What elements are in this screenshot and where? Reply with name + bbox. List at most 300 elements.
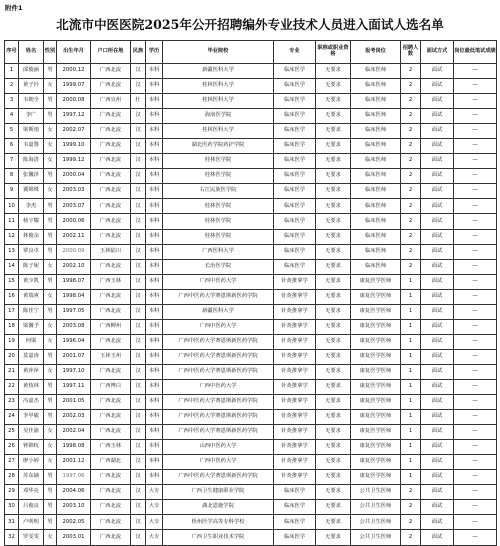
table-cell: 本科 [146, 289, 163, 304]
table-cell: 临床医师 [351, 64, 401, 79]
table-cell: 桂林医学院 [163, 229, 274, 244]
table-cell: 卢明明 [19, 515, 44, 530]
table-cell: 汉 [131, 379, 146, 394]
table-cell: 2001.07 [57, 349, 91, 364]
table-row [5, 455, 497, 470]
table-cell: 2000.09 [57, 244, 91, 259]
table-cell: 新疆医科大学 [163, 64, 274, 79]
table-cell: 康复医学医师 [351, 274, 401, 289]
table-cell: 黄子钤 [19, 79, 44, 94]
table-cell: 临床医师 [351, 244, 401, 259]
table-cell: 针灸推拿学 [274, 410, 316, 425]
table-cell: 汉 [131, 410, 146, 425]
table-cell: 2 [5, 79, 19, 94]
table-cell: 梧州医学高等专科学校 [163, 515, 274, 530]
table-cell: — [454, 109, 497, 124]
table-cell: 邱俊涵 [19, 64, 44, 79]
table-cell: 李杰 [19, 199, 44, 214]
table-cell: 面试 [421, 530, 454, 545]
table-cell: 2000.12 [57, 64, 91, 79]
table-cell: 无要求 [316, 410, 351, 425]
table-cell: 康复医学医师 [351, 410, 401, 425]
table-cell: 公共卫生医师 [351, 500, 401, 515]
table-cell: 黄萍萍 [19, 364, 44, 379]
table-cell: 广西中医药大学 [163, 455, 274, 470]
table-cell: 无要求 [316, 124, 351, 139]
table-row [5, 485, 497, 500]
table-cell: 汉 [131, 64, 146, 79]
table-cell: 1 [401, 349, 421, 364]
table-cell: 壮 [131, 94, 146, 109]
table-cell: 2 [401, 124, 421, 139]
table-cell: 临床医学 [274, 515, 316, 530]
table-cell: 临床医学 [274, 530, 316, 545]
table-cell: 面试 [421, 199, 454, 214]
table-cell: 汉 [131, 500, 146, 515]
table-cell: 32 [5, 530, 19, 545]
table-cell: 针灸推拿学 [274, 425, 316, 440]
table-cell: 男 [44, 304, 57, 319]
table-cell: 临床医师 [351, 259, 401, 274]
table-cell: — [454, 425, 497, 440]
table-cell: 4 [5, 109, 19, 124]
table-cell: 康复医学医师 [351, 379, 401, 394]
table-cell: 右江民族医学院 [163, 184, 274, 199]
table-cell: 女 [44, 184, 57, 199]
table-cell: 无要求 [316, 79, 351, 94]
table-cell: 2 [401, 244, 421, 259]
table-cell: 本科 [146, 440, 163, 455]
table-cell: 2 [401, 229, 421, 244]
page-title: 北流市中医医院2025年公开招聘编外专业技术人员进入面试人选名单 [56, 17, 444, 32]
table-cell: 无要求 [316, 64, 351, 79]
table-cell: 无要求 [316, 184, 351, 199]
table-cell: 本科 [146, 124, 163, 139]
table-cell: 2 [401, 515, 421, 530]
table-cell: 广西北流 [91, 334, 131, 349]
table-cell: 汉 [131, 214, 146, 229]
table-cell: 陈海清 [19, 154, 44, 169]
table-cell: 31 [5, 515, 19, 530]
table-cell: 本科 [146, 169, 163, 184]
table-cell: 广西柳州 [91, 319, 131, 334]
table-cell: 2 [401, 169, 421, 184]
table-cell: 临床医学 [274, 500, 316, 515]
table-cell: 广西玉林 [91, 274, 131, 289]
table-cell: 1 [401, 470, 421, 485]
table-cell: 广西中医药大学赛恩斯新医药学院 [163, 410, 274, 425]
table-cell: — [454, 229, 497, 244]
table-cell: 本科 [146, 395, 163, 410]
table-cell: 广西北流 [91, 214, 131, 229]
table-cell: 男 [44, 379, 57, 394]
table-cell: 无要求 [316, 214, 351, 229]
table-cell: 2 [401, 94, 421, 109]
table-cell: 男 [44, 410, 57, 425]
table-row [5, 440, 497, 455]
table-cell: 针灸推拿学 [274, 379, 316, 394]
table-cell: 1 [401, 425, 421, 440]
table-cell: 1 [401, 379, 421, 394]
table-cell: 广西中医药大学赛恩斯新医药学院 [163, 395, 274, 410]
table-cell: 本科 [146, 334, 163, 349]
table-cell: 本科 [146, 259, 163, 274]
column-header: 序号 [5, 41, 19, 64]
table-cell: 汉 [131, 229, 146, 244]
table-cell: 临床医师 [351, 79, 401, 94]
table-row [5, 169, 497, 184]
table-cell: 2 [401, 139, 421, 154]
table-cell: 黄瑞爽 [19, 289, 44, 304]
table-cell: 大专 [146, 500, 163, 515]
table-cell: 广西卫生职业技术学院 [163, 530, 274, 545]
table-cell: 面试 [421, 274, 454, 289]
table-cell: 广西北流 [91, 79, 131, 94]
table-cell: 广西北流 [91, 169, 131, 184]
table-cell: 杨宇耀 [19, 214, 44, 229]
table-cell: 本科 [146, 455, 163, 470]
table-cell: 女 [44, 364, 57, 379]
table-cell: 韦嘉譽 [19, 139, 44, 154]
table-cell: 面试 [421, 124, 454, 139]
table-cell: 广西湖北 [91, 455, 131, 470]
table-cell: 面试 [421, 410, 454, 425]
table-cell: 临床医学 [274, 64, 316, 79]
table-cell: 2001.05 [57, 395, 91, 410]
table-cell: 罗雯雯 [19, 530, 44, 545]
table-cell: 2002.07 [57, 124, 91, 139]
table-cell: 针灸推拿学 [274, 470, 316, 485]
table-cell: 男 [44, 470, 57, 485]
column-header: 性别 [44, 41, 57, 64]
table-row [5, 289, 497, 304]
table-cell: — [454, 410, 497, 425]
table-cell: 9 [5, 184, 19, 199]
table-cell: 本科 [146, 94, 163, 109]
table-cell: — [454, 139, 497, 154]
table-cell: — [454, 184, 497, 199]
table-cell: 本科 [146, 410, 163, 425]
table-cell: 1 [401, 364, 421, 379]
table-cell: 临床医学 [274, 169, 316, 184]
table-row [5, 109, 497, 124]
table-body [5, 64, 497, 546]
table-cell: 22 [5, 379, 19, 394]
table-cell: 1997.05 [57, 304, 91, 319]
table-cell: 女 [44, 79, 57, 94]
table-cell: 汉 [131, 274, 146, 289]
table-cell: 16 [5, 289, 19, 304]
table-cell: 男 [44, 94, 57, 109]
table-cell: 本科 [146, 214, 163, 229]
table-cell: 面试 [421, 334, 454, 349]
table-row [5, 410, 497, 425]
table-cell: 8 [5, 169, 19, 184]
table-cell: 廖小婷 [19, 455, 44, 470]
table-cell: 汉 [131, 79, 146, 94]
table-cell: 康复医学医师 [351, 364, 401, 379]
table-cell: 广西北流 [91, 530, 131, 545]
table-cell: 2003.07 [57, 199, 91, 214]
table-cell: 2 [401, 109, 421, 124]
table-cell: 2 [401, 184, 421, 199]
column-header: 姓名 [19, 41, 44, 64]
table-cell: 康复医学医师 [351, 395, 401, 410]
column-header: 民族 [131, 41, 146, 64]
table-cell: 广西北流 [91, 395, 131, 410]
table-cell: 临床医学 [274, 214, 316, 229]
table-cell: 面试 [421, 485, 454, 500]
table-cell: 女 [44, 289, 57, 304]
table-row [5, 199, 497, 214]
table-row [5, 139, 497, 154]
table-cell: — [454, 259, 497, 274]
table-cell: 湖北恩施学院 [163, 500, 274, 515]
table-row [5, 274, 497, 289]
table-cell: 汉 [131, 364, 146, 379]
table-cell: 临床医师 [351, 154, 401, 169]
table-cell: 汉 [131, 304, 146, 319]
table-cell: 广西中医药大学赛恩斯新医药学院 [163, 425, 274, 440]
table-cell: 广西宜州 [91, 94, 131, 109]
table-cell: — [454, 64, 497, 79]
table-cell: 无要求 [316, 500, 351, 515]
table-cell: 本科 [146, 154, 163, 169]
table-cell: 无要求 [316, 304, 351, 319]
table-cell: 广西北流 [91, 139, 131, 154]
table-cell: 汉 [131, 319, 146, 334]
table-row [5, 259, 497, 274]
table-header-row [5, 41, 497, 64]
table-cell: 本科 [146, 199, 163, 214]
table-cell: 广西北流 [91, 199, 131, 214]
table-cell: 本科 [146, 109, 163, 124]
table-cell: 1 [401, 304, 421, 319]
table-cell: 汉 [131, 334, 146, 349]
table-cell: 公共卫生医师 [351, 485, 401, 500]
table-cell: 无要求 [316, 440, 351, 455]
table-row [5, 64, 497, 79]
table-cell: 无要求 [316, 349, 351, 364]
table-cell: 临床医学 [274, 94, 316, 109]
table-cell: 本科 [146, 244, 163, 259]
table-cell: 2002.11 [57, 229, 91, 244]
table-cell: — [454, 364, 497, 379]
table-row [5, 319, 497, 334]
table-cell: 13 [5, 244, 19, 259]
table-cell: — [454, 319, 497, 334]
table-cell: — [454, 154, 497, 169]
table-cell: 汉 [131, 455, 146, 470]
table-row [5, 349, 497, 364]
table-cell: 汉 [131, 199, 146, 214]
table-cell: 无要求 [316, 274, 351, 289]
table-cell: 汉 [131, 109, 146, 124]
table-cell: 18 [5, 319, 19, 334]
table-cell: 2 [401, 530, 421, 545]
table-cell: 林俊余 [19, 229, 44, 244]
table-cell: 男 [44, 500, 57, 515]
table-row [5, 229, 497, 244]
table-cell: 无要求 [316, 139, 351, 154]
table-row [5, 515, 497, 530]
table-cell: 本科 [146, 349, 163, 364]
table-cell: 广西北流 [91, 515, 131, 530]
table-cell: 面试 [421, 425, 454, 440]
table-cell: 广西北流 [91, 154, 131, 169]
table-cell: — [454, 169, 497, 184]
table-cell: 女 [44, 334, 57, 349]
table-cell: 汉 [131, 349, 146, 364]
table-cell: 广西中医药大学赛恩斯新医药学院 [163, 364, 274, 379]
table-cell: 面试 [421, 500, 454, 515]
table-cell: 女 [44, 139, 57, 154]
table-cell: 汉 [131, 124, 146, 139]
table-cell: 男 [44, 395, 57, 410]
table-cell: 25 [5, 425, 19, 440]
column-header: 岗位最低笔试成绩 [454, 41, 497, 64]
table-cell: 汉 [131, 440, 146, 455]
table-cell: 韦朝全 [19, 94, 44, 109]
table-cell: 针灸推拿学 [274, 304, 316, 319]
table-cell: 面试 [421, 455, 454, 470]
table-cell: 本科 [146, 319, 163, 334]
table-cell: 无要求 [316, 259, 351, 274]
table-cell: 黄少凯 [19, 274, 44, 289]
table-row [5, 500, 497, 515]
table-cell: 面试 [421, 109, 454, 124]
table-cell: 广西北流 [91, 229, 131, 244]
table-cell: 3 [5, 94, 19, 109]
table-cell: 新疆医科大学 [163, 304, 274, 319]
table-cell: 汉 [131, 515, 146, 530]
table-cell: 大专 [146, 530, 163, 545]
table-cell: 广西北流 [91, 500, 131, 515]
table-row [5, 154, 497, 169]
table-cell: 1 [401, 289, 421, 304]
table-cell: 女 [44, 319, 57, 334]
table-cell: 桂林医学院 [163, 214, 274, 229]
table-cell: — [454, 515, 497, 530]
table-cell: 广西北流 [91, 364, 131, 379]
table-cell: 无要求 [316, 515, 351, 530]
table-cell: 2 [401, 64, 421, 79]
table-cell: 面试 [421, 515, 454, 530]
table-cell: 桂林医学院 [163, 154, 274, 169]
table-cell: 本科 [146, 425, 163, 440]
table-cell: 面试 [421, 154, 454, 169]
table-cell: 女 [44, 124, 57, 139]
table-cell: — [454, 304, 497, 319]
table-cell: — [454, 349, 497, 364]
table-cell: 2000.06 [57, 214, 91, 229]
table-row [5, 379, 497, 394]
attachment-label: 附件1 [5, 4, 23, 12]
table-cell: 山西中医药大学 [163, 440, 274, 455]
table-cell: 本科 [146, 364, 163, 379]
table-cell: 冀锦殊 [19, 184, 44, 199]
table-cell: 面试 [421, 79, 454, 94]
table-cell: — [454, 199, 497, 214]
table-cell: 梁斯雨 [19, 124, 44, 139]
table-cell: 2 [401, 500, 421, 515]
table-cell: 面试 [421, 94, 454, 109]
table-cell: 广西北流 [91, 304, 131, 319]
table-cell: 李广 [19, 109, 44, 124]
table-cell: 无要求 [316, 379, 351, 394]
table-cell: — [454, 244, 497, 259]
table-cell: 本科 [146, 274, 163, 289]
table-cell: 临床医学 [274, 184, 316, 199]
table-cell: 1999.07 [57, 79, 91, 94]
table-cell: 无要求 [316, 319, 351, 334]
table-cell: 6 [5, 139, 19, 154]
table-row [5, 334, 497, 349]
table-cell: 面试 [421, 139, 454, 154]
table-cell: 2002.05 [57, 515, 91, 530]
table-cell: — [454, 530, 497, 545]
table-cell: 本科 [146, 470, 163, 485]
table-cell: 本科 [146, 379, 163, 394]
table-cell: 黄枝林 [19, 379, 44, 394]
table-cell: 2 [401, 154, 421, 169]
table-cell: 24 [5, 410, 19, 425]
table-row [5, 395, 497, 410]
table-cell: 针灸推拿学 [274, 455, 316, 470]
table-cell: 无要求 [316, 334, 351, 349]
table-cell: 30 [5, 500, 19, 515]
table-cell: 无要求 [316, 395, 351, 410]
table-cell: 面试 [421, 169, 454, 184]
table-cell: 2003.10 [57, 500, 91, 515]
table-cell: 面试 [421, 304, 454, 319]
table-cell: 针灸推拿学 [274, 334, 316, 349]
table-cell: — [454, 124, 497, 139]
table-cell: 女 [44, 530, 57, 545]
column-header: 毕业院校 [163, 41, 274, 64]
table-cell: 广西医科大学 [163, 244, 274, 259]
table-cell: 1999.10 [57, 139, 91, 154]
table-cell: 1998.04 [57, 289, 91, 304]
table-cell: 1997.12 [57, 109, 91, 124]
table-cell: 12 [5, 229, 19, 244]
table-cell: 临床医师 [351, 199, 401, 214]
table-cell: 2000.04 [57, 169, 91, 184]
table-cell: 1997.10 [57, 364, 91, 379]
table-cell: 1 [401, 455, 421, 470]
table-cell: 覃良卓 [19, 244, 44, 259]
table-cell: — [454, 485, 497, 500]
table-cell: 无要求 [316, 470, 351, 485]
table-cell: — [454, 440, 497, 455]
table-cell: 临床医学 [274, 79, 316, 94]
table-row [5, 124, 497, 139]
candidate-table [4, 40, 497, 546]
table-cell: 临床医学 [274, 199, 316, 214]
table-cell: 29 [5, 485, 19, 500]
table-cell: 汉 [131, 530, 146, 545]
table-cell: — [454, 395, 497, 410]
column-header: 学历 [146, 41, 163, 64]
table-cell: 男 [44, 349, 57, 364]
table-cell: — [454, 455, 497, 470]
table-cell: 女 [44, 154, 57, 169]
table-cell: 临床医学 [274, 124, 316, 139]
column-header: 户口所在地 [91, 41, 131, 64]
table-cell: 广西玉林 [91, 440, 131, 455]
table-cell: 26 [5, 440, 19, 455]
table-cell: 2003.08 [57, 319, 91, 334]
